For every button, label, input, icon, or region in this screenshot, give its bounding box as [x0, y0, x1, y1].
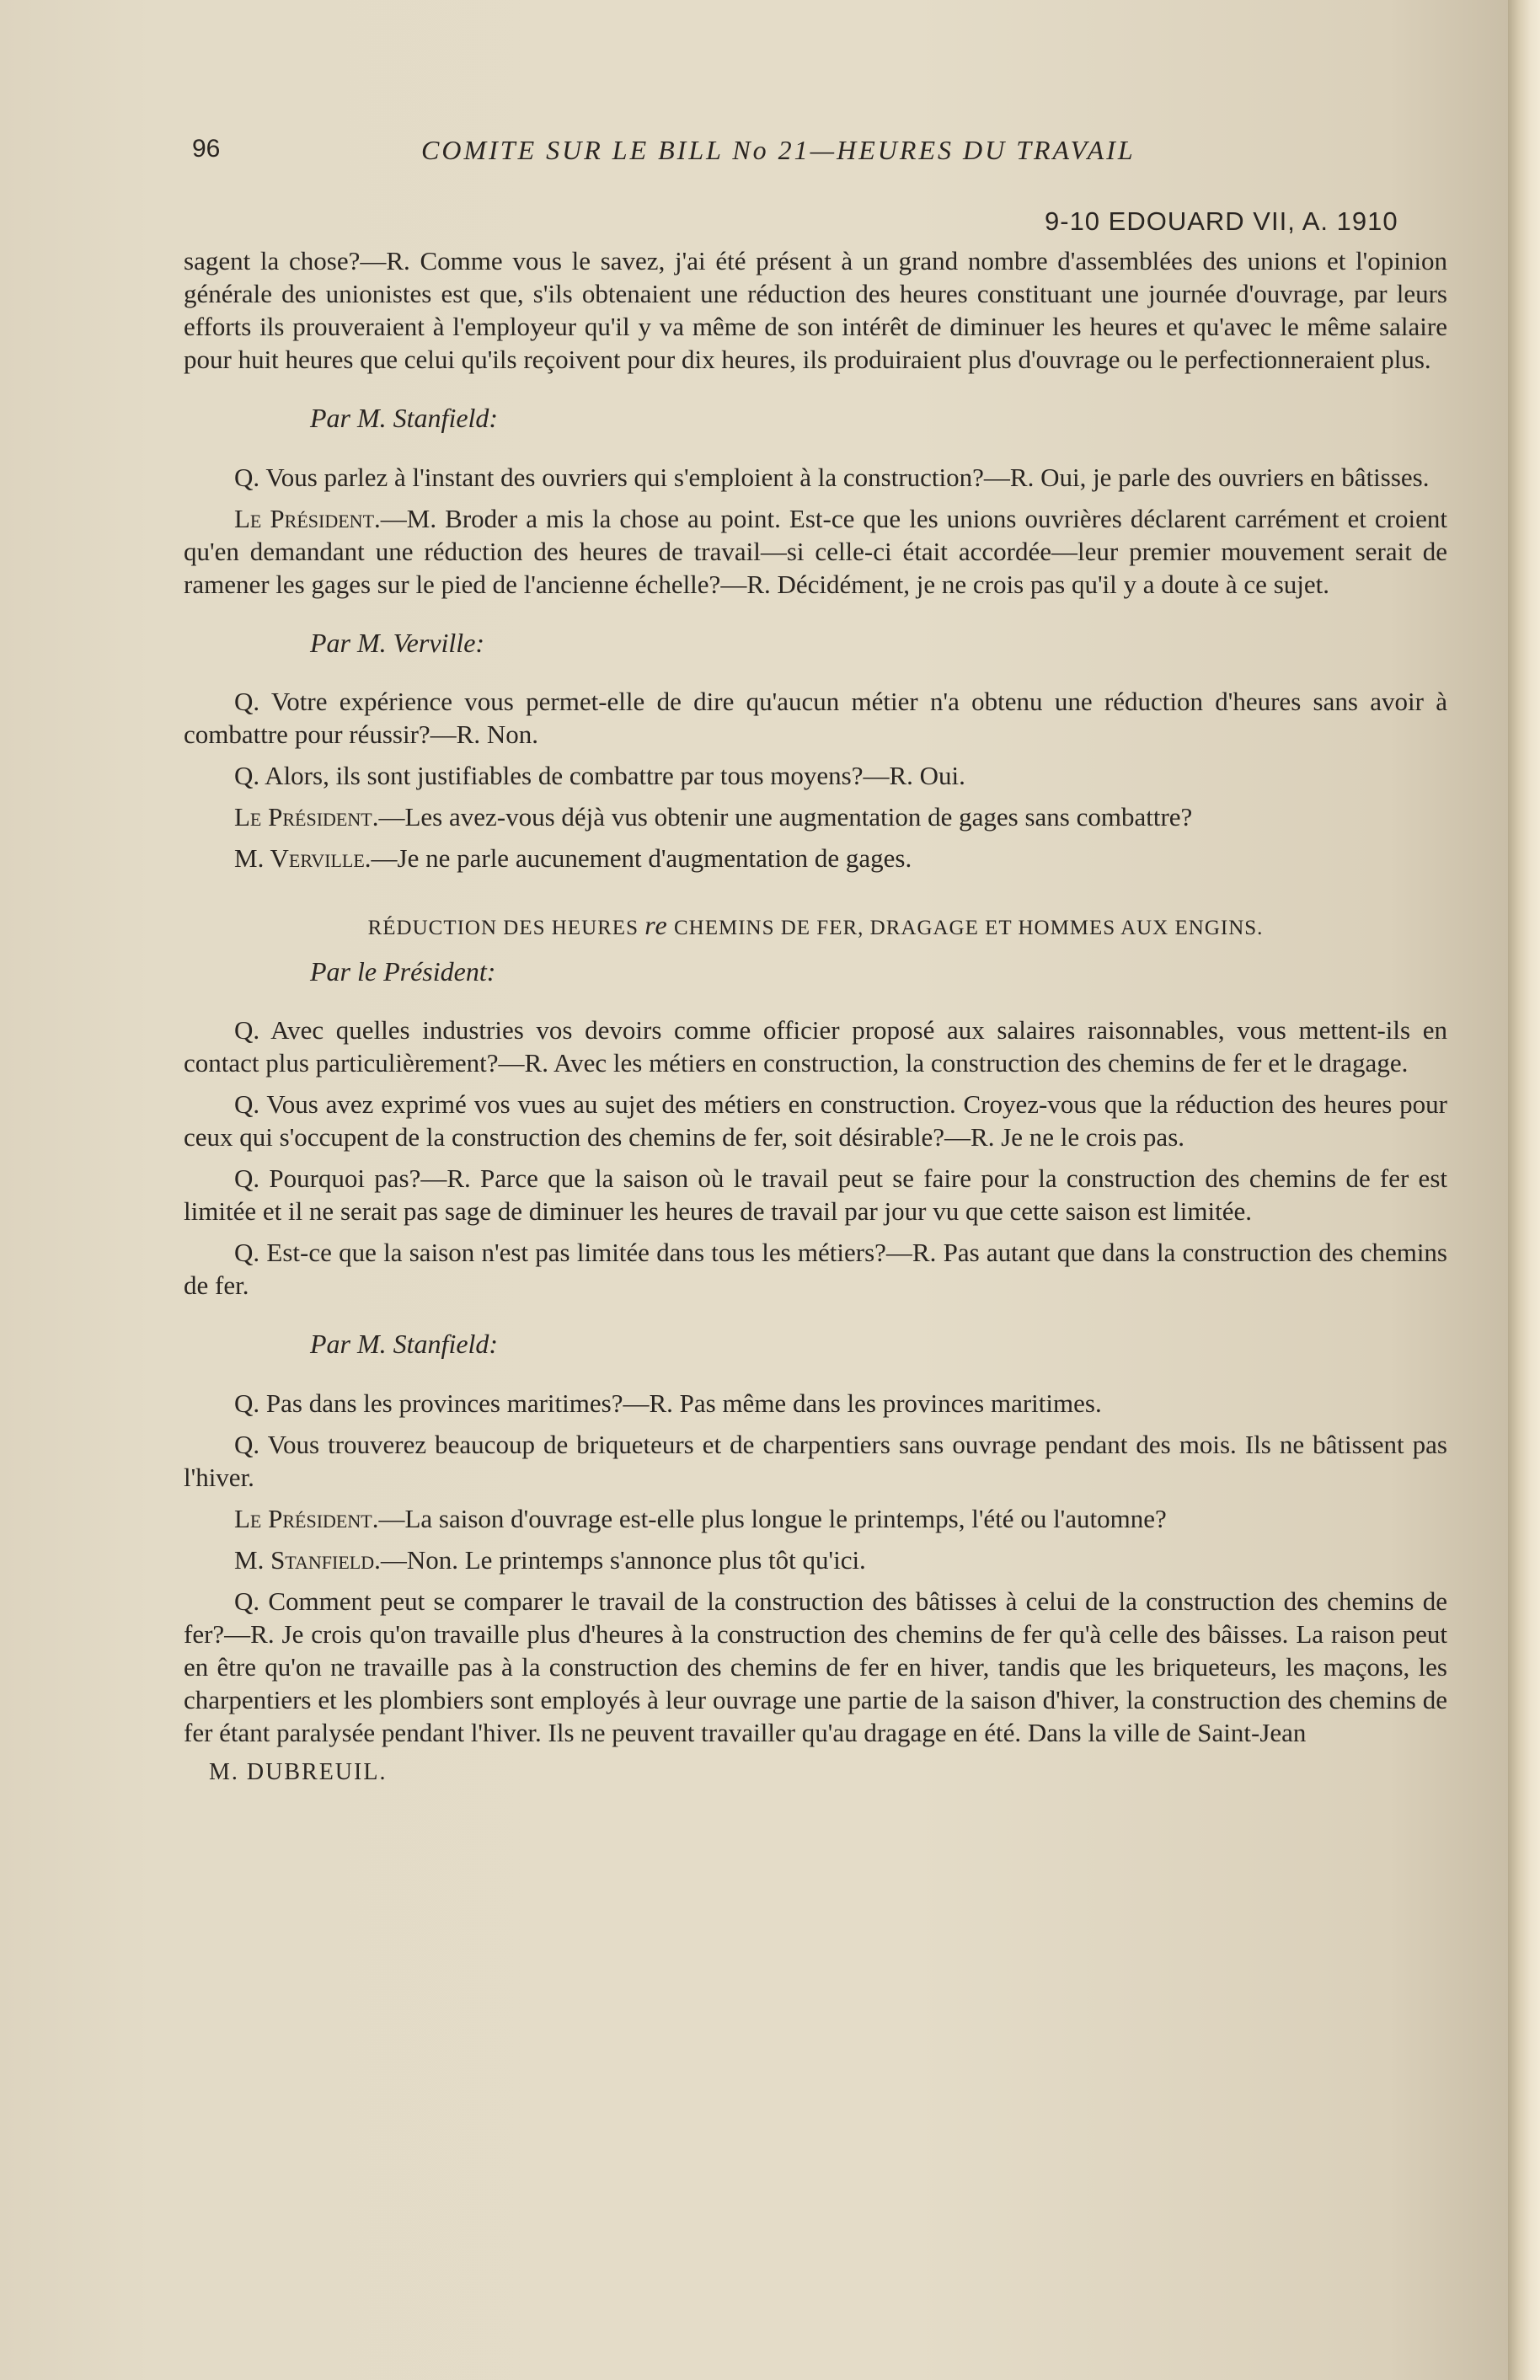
speaker-name: Le Président. — [234, 802, 379, 832]
paragraph: Q. Alors, ils sont justifiables de combattre par tous moyens?—R. Oui. — [234, 761, 965, 791]
paragraph: Q. Pas dans les provinces maritimes?—R. Pas même dans les provinces maritimes. — [234, 1388, 1102, 1418]
paragraph: Q. Vous trouverez beaucoup de briqueteurs et de charpentiers sans ouvrage pendant des mois. Ils ne bâtissent pas l'hiver. — [184, 1429, 1447, 1492]
speech-text: —M. Broder a mis la chose au point. Est-ce que les unions ouvrières déclarent carrément et croient qu'en demandant une réduction des heures de travail—si celle-ci était accordée—leur premier mouvement serait de ramener les gages sur le pied de l'ancienne échelle?—R. Décidément, je ne crois pas qu'il y a doute à ce sujet. — [184, 503, 1447, 599]
page-number: 96 — [192, 135, 221, 163]
speech-text: —La saison d'ouvrage est-elle plus longue le printemps, l'été ou l'automne? — [378, 1503, 1167, 1533]
paragraph — [184, 1502, 1447, 1535]
questioner-byline: Par M. Verville: — [310, 627, 485, 658]
questioner-byline: Par le Président: — [310, 955, 496, 987]
speech-text: —Les avez-vous déjà vus obtenir une augmentation de gages sans combattre? — [378, 802, 1193, 832]
heading-re: re — [644, 910, 668, 941]
speaker-name: Le Président. — [234, 503, 381, 533]
paragraph: Q. Votre expérience vous permet-elle de dire qu'aucun métier n'a obtenu une réduction d'heures sans avoir à combattre pour réussir?—R. Non. — [184, 687, 1447, 750]
speech-text: —Non. Le printemps s'annonce plus tôt qu'ici. — [380, 1544, 866, 1575]
body-text — [184, 244, 1447, 1795]
speaker-name: Le Président. — [234, 1503, 379, 1533]
heading-part: CHEMINS DE FER, DRAGAGE ET HOMMES AUX ENGINS. — [673, 917, 1264, 940]
paragraph: Q. Pourquoi pas?—R. Parce que la saison où le travail peut se faire pour la construction des chemins de fer est limitée et il ne serait pas sage de diminuer les heures de travail par jour vu que cette saison est limitée. — [184, 1163, 1447, 1227]
questioner-byline: Par M. Stanfield: — [310, 403, 499, 434]
questioner-byline: Par M. Stanfield: — [310, 1329, 499, 1360]
section-heading — [184, 908, 1447, 942]
paragraph: Q. Comment peut se comparer le travail de la construction des bâtisses à celui de la construction des chemins de fer?—R. Je crois qu'on travaille plus d'heures à la construction des chemins de fer qu'à celle des bâisses. La raison peut en être qu'on ne travaille pas à la construction des chemins de fer en hiver, tandis que les briqueteurs, les maçons, les charpentiers et les plombiers sont employés à leur ouvrage une partie de la saison d'hiver, la construction des chemins de fer étant paralysée pendant l'hiver. Ils ne peuvent travailler qu'au dragage en été. Dans la ville de Saint-Jean — [184, 1586, 1447, 1747]
paragraph: Q. Vous avez exprimé vos vues au sujet des métiers en construction. Croyez-vous que la réduction des heures pour ceux qui s'occupent de la construction des chemins de fer, soit désirable?—R. Je ne le crois pas. — [184, 1088, 1447, 1152]
paragraph — [184, 800, 1447, 833]
speaker-name: M. Stanfield. — [234, 1544, 381, 1575]
paragraph — [184, 1543, 1447, 1576]
paragraph — [184, 502, 1447, 601]
edition-label: 9-10 EDOUARD VII, A. 1910 — [1045, 206, 1398, 236]
running-title: COMITE SUR LE BILL No 21—HEURES DU TRAVAIL — [421, 135, 1136, 165]
speech-text: —Je ne parle aucunement d'augmentation de gages. — [371, 843, 912, 874]
paragraph — [184, 842, 1447, 874]
speaker-signature: M. DUBREUIL. — [209, 1759, 388, 1786]
heading-part: RÉDUCTION DES HEURES — [367, 917, 639, 940]
paragraph: Q. Avec quelles industries vos devoirs comme officier proposé aux salaires raisonnables, vous mettent-ils en contact plus particulièrement?—R. Avec les métiers en construction, la construction des chemins de fer et le dragage. — [184, 1014, 1447, 1078]
paragraph: sagent la chose?—R. Comme vous le savez, j'ai été présent à un grand nombre d'assemblées des unions et l'opinion générale des unionistes est que, s'ils obtenaient une réduction des heures constituant une journée d'ouvrage, par leurs efforts ils prouveraient à l'employeur qu'il y va même de son intérêt de diminuer les heures et qu'avec le même salaire pour huit heures que celui qu'ils reçoivent pour dix heures, ils produiraient plus d'ouvrage ou le perfectionneraient plus. — [184, 246, 1447, 375]
book-page-edge — [1508, 0, 1540, 2380]
paragraph: Q. Vous parlez à l'instant des ouvriers qui s'emploient à la construction?—R. Oui, je parle des ouvriers en bâtisses. — [234, 462, 1430, 492]
speaker-name: M. Verville. — [234, 843, 372, 874]
paragraph: Q. Est-ce que la saison n'est pas limitée dans tous les métiers?—R. Pas autant que dans la construction des chemins de fer. — [184, 1238, 1447, 1301]
